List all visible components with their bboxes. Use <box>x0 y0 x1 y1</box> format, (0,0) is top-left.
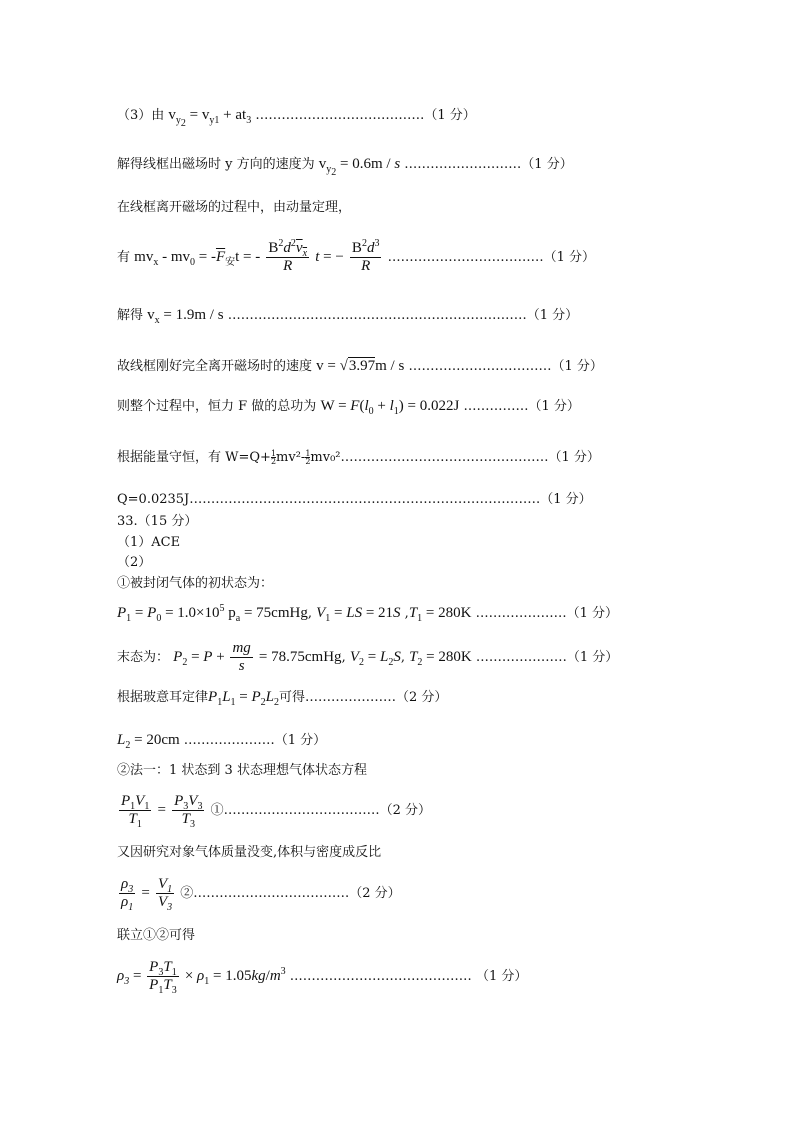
line-density-relation: 又因研究对象气体质量没变,体积与密度成反比 <box>117 845 382 860</box>
line-vx: 解得 $v_x = 1.9m / s$ ……………………………………………………………（1 分） <box>117 307 579 326</box>
line-q-result: Q=0.0235J………………………………………………………………………（1 分） <box>117 492 592 507</box>
fraction-b2d3-r: $\frac{B^2d^3}{R}$ <box>351 238 380 274</box>
line-3-vy2: （3）由 $v_{y_2} = v_{y1} + at_3$ …………………………………（1 分） <box>117 107 476 129</box>
answer-33-1: （1）ACE <box>117 535 181 550</box>
line-vy-exit: 解得线框出磁场时 y 方向的速度为 $v_{y_2} = 0.6m / s$ ………………………（1 分） <box>117 156 573 178</box>
line-method-one: ②法一：1 状态到 3 状态理想气体状态方程 <box>117 763 367 778</box>
line-exit-speed: 故线框刚好完全离开磁场时的速度 v = √3.97m / s ……………………………（1 分） <box>117 358 603 374</box>
answer-33-2-label: （2） <box>117 555 152 570</box>
fraction-p3v3-t3: $\frac{P_3V_3}{T_3}$ <box>174 793 203 830</box>
line-momentum-theorem: 在线框离开磁场的过程中，由动量定理， <box>117 200 352 215</box>
line-state-equation: $\frac{P_1V_1}{T_1}$ = $\frac{P_3V_3}{T_3}$ ①………………………………（2 分） <box>121 793 431 830</box>
question-33-heading: 33.（15 分） <box>117 514 198 529</box>
fraction-rho3-rho1: $\frac{\rho_3}{\rho_1}$ <box>121 876 134 913</box>
line-boyle-law: 根据玻意耳定律$P_1L_1 = P_2L_2$可得…………………（2 分） <box>117 689 448 708</box>
line-density-equation: $\frac{\rho_3}{\rho_1}$ = $\frac{V_1}{V_3}$ ②………………………………（2 分） <box>121 876 401 913</box>
line-final-state: 末态为： $P_2 = P$ + $\frac{mg}{s}$ = 78.75cmHg, $V_2 = L_2S$, $T_2 = 280K$ …………………（1 分） <box>117 640 619 674</box>
line-momentum-equation: 有 $mv_x - mv_0 = -\overline{F}_安t$ = - $\frac{B^2d^2v_x}{R}$ t = − $\frac{B^2d^3}{R}$ ………………………………（1 分） <box>117 238 595 274</box>
line-energy-conservation: 根据能量守恒，有 W=Q+ $\frac{1}{2}$ mv²- $\frac{1}{2}$ mv₀²…………………………………………（1 分） <box>117 449 600 466</box>
line-initial-state-heading: ①被封闭气体的初状态为： <box>117 576 274 591</box>
line-l2-result: $L_2 = 20cm$ …………………（1 分） <box>117 732 327 751</box>
fraction-p3t1-p1t3: $\frac{P_3T_1}{P_1T_3}$ <box>149 959 177 996</box>
fraction-p1v1-t1: $\frac{P_1V_1}{T_1}$ <box>121 793 150 830</box>
line-total-work: 则整个过程中，恒力 F 做的总功为 $W = F(l_0 + l_1) = 0.022J$ ……………（1 分） <box>117 398 580 417</box>
line-initial-state: $P_1 = P_0 = 1.0\times 10^5$ $p_a$ = 75cmHg, $V_1$ = LS = 21S $,T_1 = 280K$ …………………（1 分） <box>117 603 619 624</box>
line-combine: 联立①②可得 <box>117 928 196 943</box>
fraction-v1-v3: $\frac{V_1}{V_3}$ <box>157 876 173 913</box>
line-density-result: $\rho_3$ = $\frac{P_3T_1}{P_1T_3}$ × $\rho_1 = 1.05kg/m^3$ …………………………………… （1 分） <box>117 959 528 996</box>
fraction-mg-s: $\frac{mg}{s}$ <box>232 640 251 674</box>
fraction-b2d2vx-r: $\frac{B^2d^2v_x}{R}$ <box>268 238 308 274</box>
